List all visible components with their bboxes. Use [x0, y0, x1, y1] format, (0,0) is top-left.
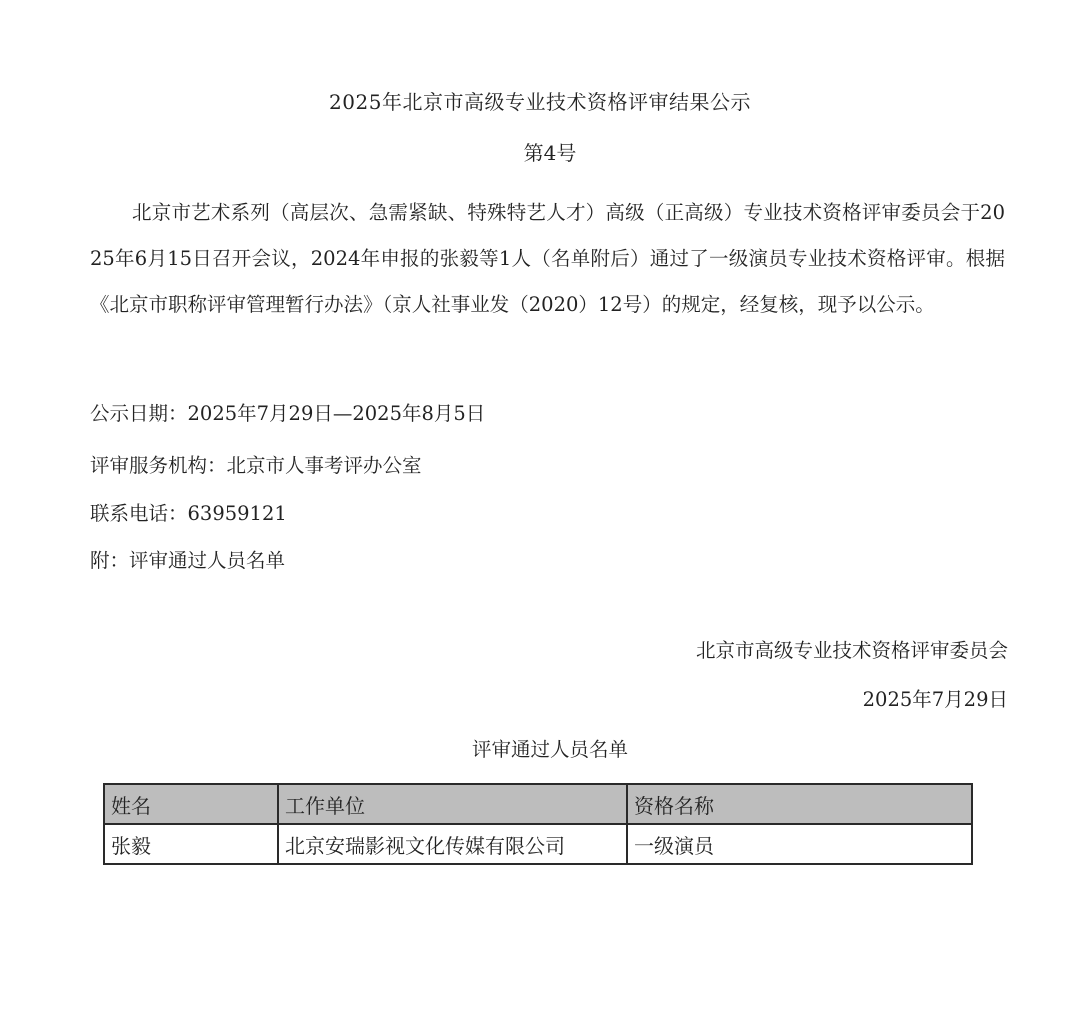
header-name: 姓名: [104, 784, 278, 824]
cell-qualification: 一级演员: [627, 824, 972, 864]
list-title: 评审通过人员名单: [471, 738, 628, 761]
header-qualification: 资格名称: [627, 784, 972, 824]
issuer-signature: 北京市高级专业技术资格评审委员会: [695, 639, 1008, 662]
attachment-note: 附：评审通过人员名单: [90, 549, 286, 572]
passed-personnel-table: [103, 783, 973, 865]
publicity-period: 公示日期：2025年7月29日—2025年8月5日: [90, 402, 486, 425]
issue-date: 2025年7月29日: [862, 688, 1008, 711]
notice-title: 2025年北京市高级专业技术资格评审结果公示: [329, 90, 751, 114]
notice-number: 第4号: [523, 141, 577, 165]
notice-body: 北京市艺术系列（高层次、急需紧缺、特殊特艺人才）高级（正高级）专业技术资格评审委员会于2025年6月15日召开会议，2024年申报的张毅等1人（名单附后）通过了一级演员专业技术资格评审。根据《北京市职称评审管理暂行办法》（京人社事业发（2020）12号）的规定，经复核，现予以公示。: [90, 201, 1005, 316]
cell-name: 张毅: [104, 824, 278, 864]
review-service-agency: 评审服务机构：北京市人事考评办公室: [90, 454, 422, 477]
contact-phone: 联系电话：63959121: [90, 502, 287, 525]
table-header-row: [104, 784, 972, 824]
table-row: [104, 824, 972, 864]
header-work-unit: 工作单位: [278, 784, 627, 824]
cell-work-unit: 北京安瑞影视文化传媒有限公司: [278, 824, 627, 864]
